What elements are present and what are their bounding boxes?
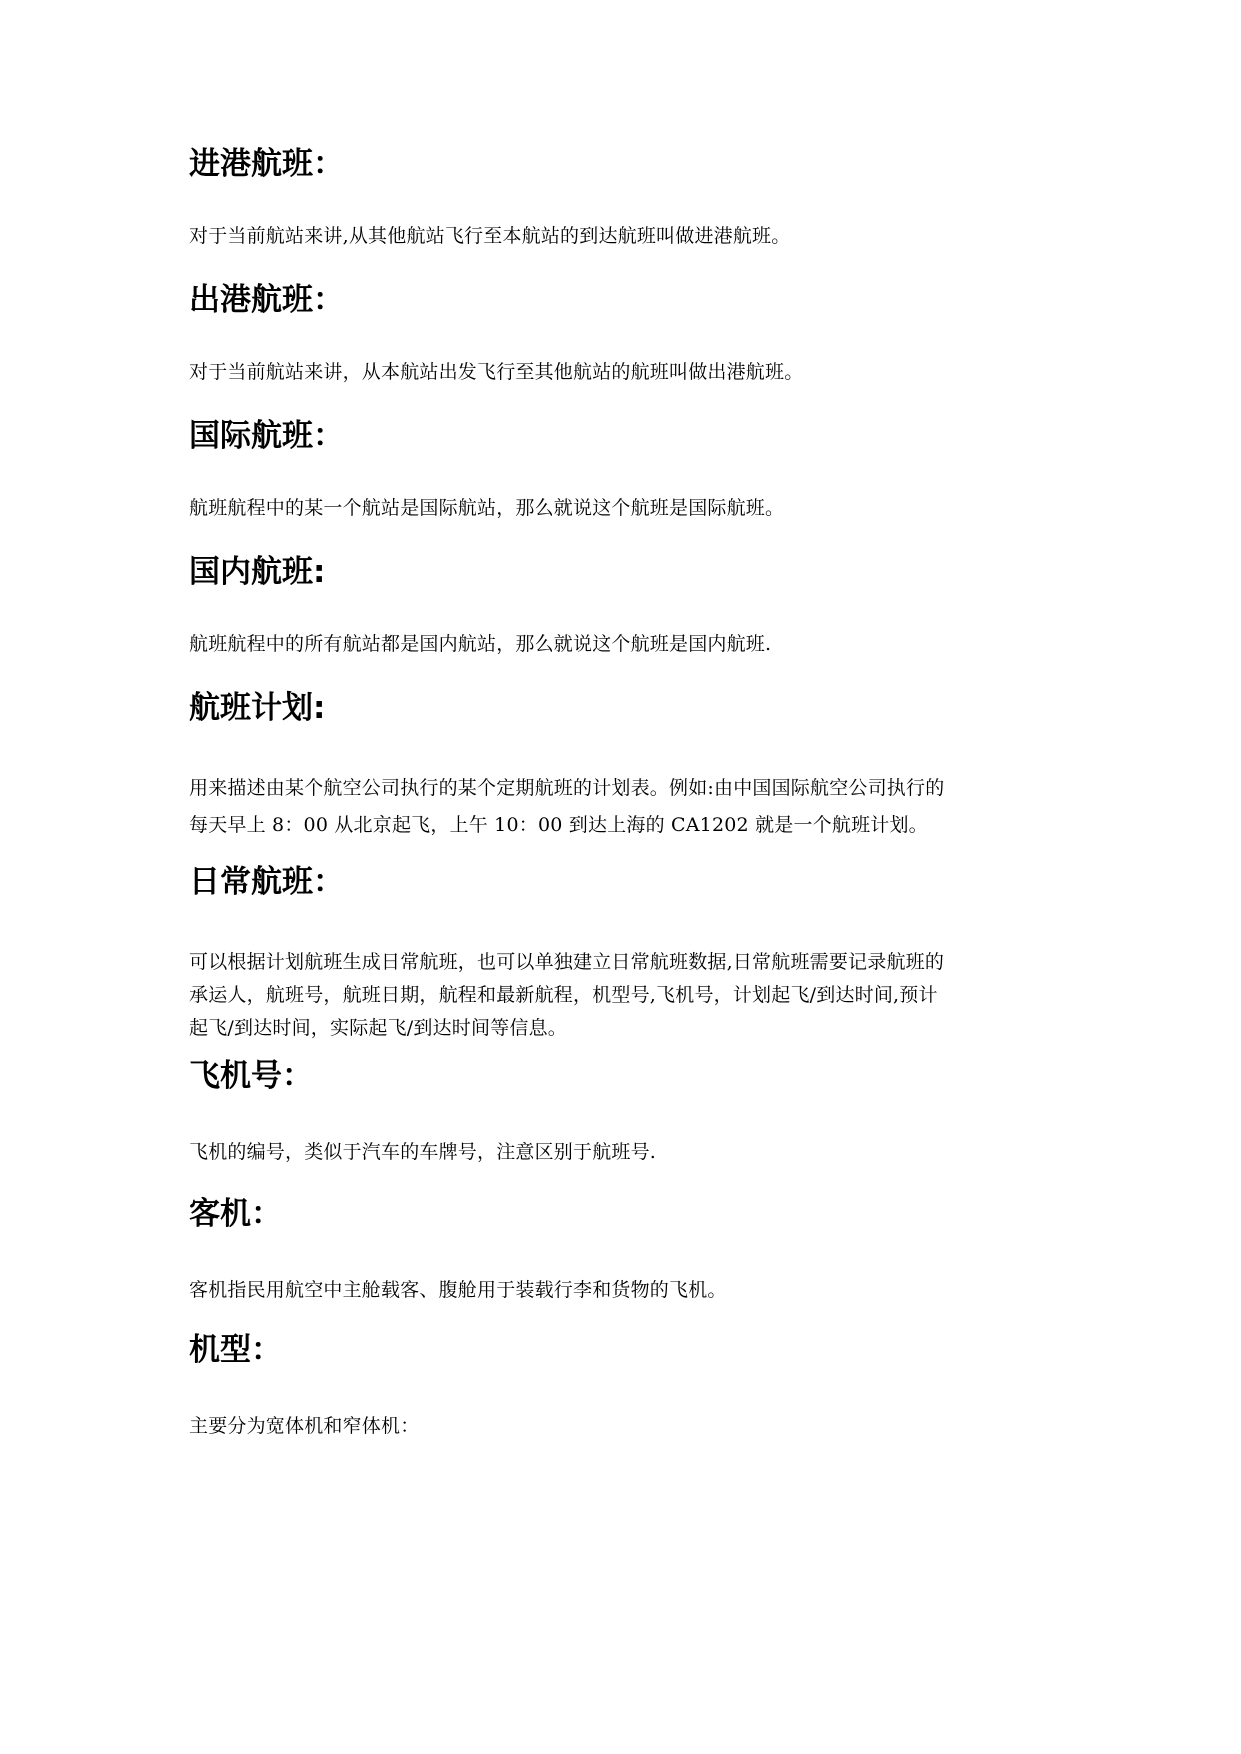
section-paragraph-line: 客机指民用航空中主舱载客、腹舱用于装载行李和货物的飞机。 <box>189 1279 727 1301</box>
section-domestic-flight <box>189 552 1069 661</box>
section-passenger-aircraft <box>189 1194 1069 1307</box>
section-aircraft-type <box>189 1330 1069 1443</box>
section-paragraph-line: 起飞/到达时间，实际起飞/到达时间等信息。 <box>189 1017 568 1039</box>
section-paragraph-line: 承运人，航班号，航班日期，航程和最新航程，机型号,飞机号，计划起飞/到达时间,预计 <box>189 984 938 1006</box>
section-heading: 国际航班： <box>189 418 344 454</box>
section-paragraph-line: 飞机的编号，类似于汽车的车牌号，注意区别于航班号. <box>189 1141 657 1163</box>
section-heading: 飞机号： <box>189 1058 313 1094</box>
section-aircraft-number <box>189 1056 1069 1169</box>
section-departure-flight <box>189 280 1069 389</box>
section-heading: 国内航班: <box>189 554 326 590</box>
section-international-flight <box>189 416 1069 525</box>
section-heading: 客机： <box>189 1196 282 1232</box>
section-paragraph-line: 主要分为宽体机和窄体机： <box>189 1415 420 1437</box>
section-flight-plan <box>189 688 1069 842</box>
section-paragraph-line: 每天早上 8：00 从北京起飞，上午 10：00 到达上海的 CA1202 就是一个航班计划。 <box>189 814 928 836</box>
section-arrival-flight <box>189 144 1069 253</box>
section-heading: 进港航班： <box>189 146 344 182</box>
section-paragraph-line: 可以根据计划航班生成日常航班，也可以单独建立日常航班数据,日常航班需要记录航班的 <box>189 951 945 973</box>
section-paragraph-line: 航班航程中的所有航站都是国内航站，那么就说这个航班是国内航班. <box>189 633 772 655</box>
section-heading: 航班计划: <box>189 690 326 726</box>
section-daily-flight <box>189 862 1069 1045</box>
section-heading: 日常航班： <box>189 864 344 900</box>
section-heading: 出港航班： <box>189 282 344 318</box>
section-paragraph-line: 用来描述由某个航空公司执行的某个定期航班的计划表。例如:由中国国际航空公司执行的 <box>189 777 945 799</box>
section-paragraph-line: 航班航程中的某一个航站是国际航站，那么就说这个航班是国际航班。 <box>189 497 785 519</box>
section-paragraph-line: 对于当前航站来讲，从本航站出发飞行至其他航站的航班叫做出港航班。 <box>189 361 804 383</box>
section-paragraph-line: 对于当前航站来讲,从其他航站飞行至本航站的到达航班叫做进港航班。 <box>189 225 791 247</box>
section-heading: 机型： <box>189 1332 282 1368</box>
